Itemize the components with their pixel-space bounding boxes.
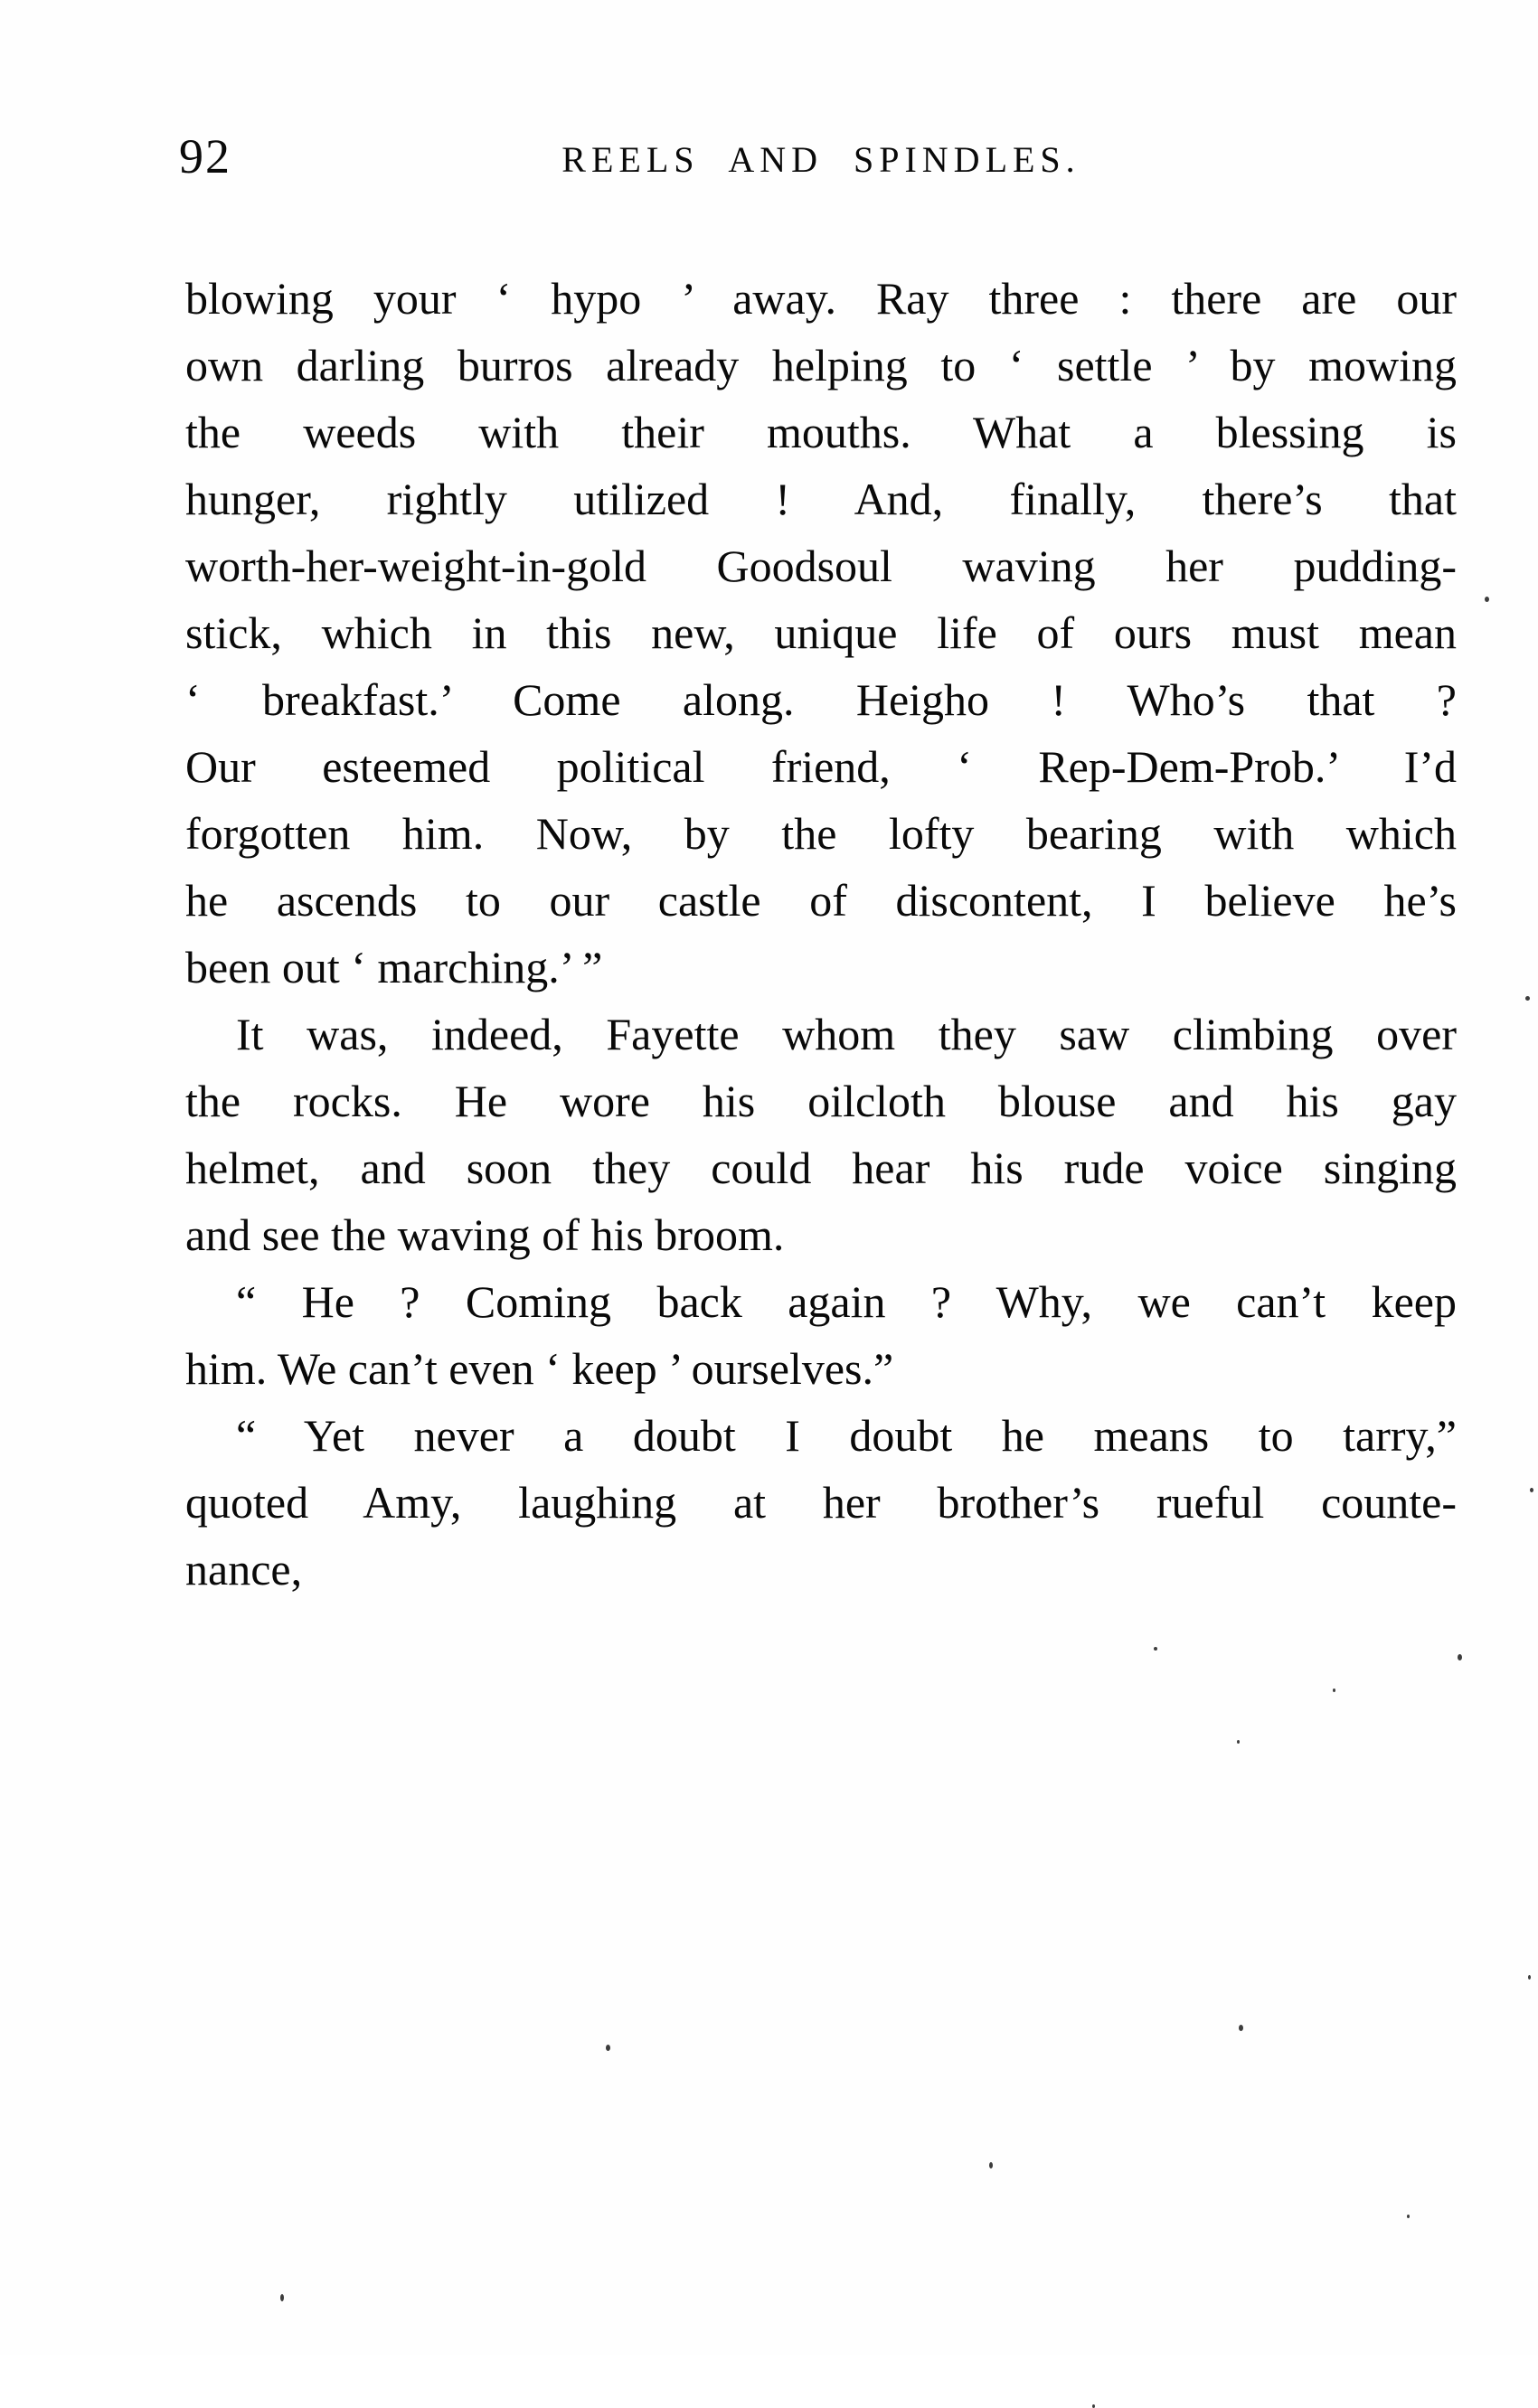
text-line: he ascends to our castle of discontent, I believe he’s — [185, 875, 1457, 926]
text-line: Our esteemed political friend, ‘ Rep-Dem-Prob.’ I’d — [185, 741, 1457, 792]
scan-speck — [1407, 2215, 1410, 2218]
scan-speck — [280, 2294, 284, 2301]
scan-speck — [1239, 2025, 1243, 2031]
scan-speck — [1528, 1975, 1531, 1980]
scan-speck — [1525, 996, 1530, 1001]
scan-speck — [1485, 597, 1489, 602]
scan-speck — [1333, 1688, 1335, 1692]
text-line: and see the waving of his broom. — [185, 1209, 785, 1260]
text-line: quoted Amy, laughing at her brother’s rueful counte- — [185, 1477, 1457, 1528]
running-header-title: REELS AND SPINDLES. — [561, 139, 1080, 180]
text-line: ‘ breakfast.’ Come along. Heigho ! Who’s that ? — [185, 674, 1457, 725]
text-line: “ He ? Coming back again ? Why, we can’t keep — [236, 1276, 1457, 1327]
text-line: been out ‘ marching.’ ” — [185, 942, 603, 992]
text-line: own darling burros already helping to ‘ settle ’ by mowing — [185, 340, 1457, 390]
text-line: forgotten him. Now, by the lofty bearing with which — [185, 808, 1457, 859]
body-text — [185, 265, 1457, 1603]
scan-speck — [1458, 1654, 1462, 1660]
text-line: stick, which in this new, unique life of ours must mean — [185, 607, 1457, 658]
text-line: “ Yet never a doubt I doubt he means to tarry,” — [236, 1410, 1457, 1461]
text-line: It was, indeed, Fayette whom they saw climbing over — [236, 1009, 1457, 1059]
text-line: helmet, and soon they could hear his rude voice singing — [185, 1143, 1457, 1193]
scan-speck — [1530, 1488, 1533, 1492]
text-line: the rocks. He wore his oilcloth blouse and his gay — [185, 1076, 1457, 1126]
text-line: the weeds with their mouths. What a blessing is — [185, 407, 1457, 457]
text-line: him. We can’t even ‘ keep ’ ourselves.” — [185, 1343, 894, 1394]
scan-speck — [1237, 1740, 1240, 1744]
text-line: hunger, rightly utilized ! And, finally, there’s that — [185, 474, 1457, 524]
page-number: 92 — [179, 129, 231, 183]
scan-speck — [1154, 1647, 1157, 1651]
text-line: nance, — [185, 1544, 303, 1594]
text-line: worth-her-weight-in-gold Goodsoul waving her pudding- — [185, 541, 1457, 591]
scan-speck — [989, 2162, 993, 2168]
scan-speck — [606, 2045, 610, 2051]
text-line: blowing your ‘ hypo ’ away. Ray three : there are our — [185, 273, 1457, 324]
scan-speck — [1092, 2404, 1095, 2408]
